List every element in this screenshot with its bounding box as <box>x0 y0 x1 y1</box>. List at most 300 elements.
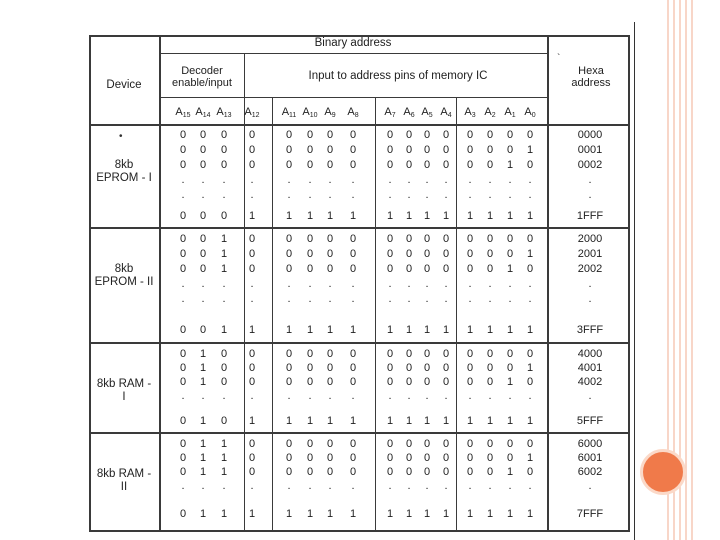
bit-cell: 0 <box>179 376 187 388</box>
bit-cell: 1 <box>506 508 514 520</box>
bit-cell: 0 <box>423 233 431 245</box>
bit-cell: . <box>351 480 355 492</box>
bit-cell: . <box>388 480 392 492</box>
bit-cell: 0 <box>349 452 357 464</box>
bit-cell: 1 <box>506 466 514 478</box>
bit-cell: 0 <box>486 159 494 171</box>
bit-cell: 0 <box>199 233 207 245</box>
bit-cell: 0 <box>526 348 534 360</box>
bit-cell: . <box>201 278 205 290</box>
bit-cell: 0 <box>285 248 293 260</box>
bit-cell: . <box>488 174 492 186</box>
bit-cell: . <box>388 390 392 402</box>
bit-cell: 0 <box>466 466 474 478</box>
bit-cell: . <box>508 278 512 290</box>
bit-label-subscript: 12 <box>251 112 260 119</box>
bit-cell: 0 <box>326 159 334 171</box>
bit-cell: 0 <box>285 233 293 245</box>
bit-cell: 0 <box>386 452 394 464</box>
bit-label-letter: A <box>175 106 183 118</box>
bit-cell: 1 <box>442 210 450 222</box>
bit-cell: 0 <box>248 263 256 275</box>
bit-cell: . <box>444 174 448 186</box>
bit-cell: 1 <box>326 415 334 427</box>
bit-cell: 0 <box>306 144 314 156</box>
bit-cell: 0 <box>486 362 494 374</box>
bit-cell: 0 <box>248 129 256 141</box>
bit-cell: 1 <box>248 210 256 222</box>
bit-cell: 0 <box>220 376 228 388</box>
bit-cell: 0 <box>405 159 413 171</box>
hex-address-cell: 4002 <box>577 376 603 388</box>
binary-address-header: Binary address <box>314 37 392 49</box>
bit-cell: 0 <box>386 438 394 450</box>
bit-label-letter: A <box>524 106 532 118</box>
bit-cell: . <box>181 293 185 305</box>
bit-cell: 0 <box>506 348 514 360</box>
bit-cell: 0 <box>423 248 431 260</box>
hex-address-cell: 3FFF <box>576 324 604 336</box>
bit-cell: 0 <box>199 324 207 336</box>
bit-cell: . <box>250 480 254 492</box>
bit-cell: 0 <box>386 376 394 388</box>
bit-cell: . <box>488 278 492 290</box>
bit-cell: . <box>444 293 448 305</box>
bit-cell: . <box>201 390 205 402</box>
bit-cell: . <box>528 390 532 402</box>
hex-address-cell: 2001 <box>577 248 603 260</box>
bit-cell: 0 <box>466 348 474 360</box>
bit-cell: 0 <box>285 452 293 464</box>
device-label: 8kb EPROM - II <box>94 263 154 288</box>
bit-cell: 1 <box>326 508 334 520</box>
bit-cell: 0 <box>248 233 256 245</box>
bit-cell: 0 <box>199 263 207 275</box>
bit-cell: . <box>250 390 254 402</box>
bit-cell: 0 <box>306 466 314 478</box>
col-divider-a4 <box>456 97 457 532</box>
bit-cell: 1 <box>349 508 357 520</box>
bit-cell: 0 <box>248 144 256 156</box>
bit-cell: 0 <box>405 233 413 245</box>
bit-cell: . <box>201 480 205 492</box>
device-label: 8kb EPROM - I <box>96 159 152 184</box>
bit-cell: 0 <box>386 159 394 171</box>
bit-cell: 1 <box>506 324 514 336</box>
bit-cell: 0 <box>326 233 334 245</box>
bit-cell: 1 <box>386 508 394 520</box>
bit-cell: . <box>287 390 291 402</box>
bit-cell: . <box>407 174 411 186</box>
bit-cell: 0 <box>526 129 534 141</box>
section-divider-2 <box>89 342 630 344</box>
bit-cell: 1 <box>405 508 413 520</box>
bit-cell: . <box>250 189 254 201</box>
hex-address-cell: 6001 <box>577 452 603 464</box>
bit-cell: 0 <box>306 348 314 360</box>
bit-cell: 1 <box>199 415 207 427</box>
col-divider-hex <box>547 35 549 532</box>
bit-cell: 1 <box>506 415 514 427</box>
bit-label-a0 <box>517 106 543 119</box>
bit-cell: 0 <box>326 348 334 360</box>
bit-label-a13 <box>211 106 237 119</box>
bit-cell: . <box>351 390 355 402</box>
bit-cell: 0 <box>466 129 474 141</box>
bit-cell: . <box>308 390 312 402</box>
bit-cell: . <box>528 278 532 290</box>
col-divider-a8 <box>375 97 376 532</box>
bit-cell: . <box>250 278 254 290</box>
bit-cell: 1 <box>506 159 514 171</box>
bit-cell: 1 <box>248 324 256 336</box>
bit-cell: 0 <box>486 144 494 156</box>
bit-cell: . <box>508 390 512 402</box>
bit-cell: 0 <box>423 129 431 141</box>
bit-cell: 0 <box>179 324 187 336</box>
bit-cell: 0 <box>349 159 357 171</box>
bit-cell: 0 <box>285 263 293 275</box>
bit-cell: 0 <box>405 452 413 464</box>
bit-cell: . <box>425 480 429 492</box>
bit-cell: 0 <box>442 438 450 450</box>
bit-cell: . <box>508 174 512 186</box>
bit-label-letter: A <box>244 106 252 118</box>
bit-cell: . <box>351 174 355 186</box>
bit-cell: . <box>528 174 532 186</box>
bit-cell: 1 <box>199 362 207 374</box>
bit-cell: 0 <box>526 233 534 245</box>
bit-cell: 0 <box>506 144 514 156</box>
bit-cell: 0 <box>526 159 534 171</box>
bit-label-subscript: 4 <box>447 112 452 119</box>
bit-cell: 0 <box>486 248 494 260</box>
bit-cell: 1 <box>526 415 534 427</box>
bit-cell: 0 <box>326 362 334 374</box>
bit-cell: 0 <box>179 348 187 360</box>
bit-cell: . <box>425 293 429 305</box>
bit-cell: 1 <box>349 415 357 427</box>
col-divider-a12 <box>272 97 273 532</box>
bit-label-letter: A <box>484 106 492 118</box>
bit-cell: . <box>425 390 429 402</box>
bit-cell: 1 <box>506 376 514 388</box>
hex-address-cell: . <box>588 390 592 402</box>
device-label: 8kb RAM - I <box>96 378 152 403</box>
bit-cell: 0 <box>386 233 394 245</box>
bit-cell: 1 <box>220 248 228 260</box>
bit-cell: . <box>468 278 472 290</box>
hex-address-cell: 7FFF <box>576 508 604 520</box>
bit-cell: . <box>308 278 312 290</box>
scan-speck: • <box>119 131 123 142</box>
bit-cell: . <box>308 174 312 186</box>
bit-cell: 1 <box>349 210 357 222</box>
bit-cell: 0 <box>486 452 494 464</box>
bit-cell: 0 <box>285 129 293 141</box>
bit-cell: . <box>388 189 392 201</box>
bit-cell: 0 <box>199 144 207 156</box>
bit-cell: 0 <box>306 248 314 260</box>
bit-cell: 0 <box>285 438 293 450</box>
bit-cell: 1 <box>526 452 534 464</box>
bit-cell: 0 <box>220 144 228 156</box>
bit-cell: . <box>468 390 472 402</box>
bit-cell: 1 <box>386 210 394 222</box>
bit-cell: 0 <box>179 263 187 275</box>
bit-cell: . <box>222 293 226 305</box>
bit-cell: 0 <box>220 415 228 427</box>
bit-cell: 0 <box>179 129 187 141</box>
bit-cell: . <box>488 189 492 201</box>
bit-cell: 0 <box>486 129 494 141</box>
bit-cell: . <box>222 390 226 402</box>
bit-cell: 0 <box>506 438 514 450</box>
bit-cell: . <box>425 278 429 290</box>
bit-cell: 1 <box>199 438 207 450</box>
bit-cell: 1 <box>466 324 474 336</box>
hex-address-cell: 0002 <box>577 159 603 171</box>
bit-cell: 0 <box>326 466 334 478</box>
bit-cell: . <box>287 480 291 492</box>
bit-cell: 0 <box>423 159 431 171</box>
bit-cell: 1 <box>248 415 256 427</box>
bit-cell: . <box>287 189 291 201</box>
bit-cell: 1 <box>306 210 314 222</box>
slide-accent-dot <box>640 449 686 495</box>
bit-cell: 0 <box>486 466 494 478</box>
col-divider-device <box>159 35 161 532</box>
bit-cell: 0 <box>486 233 494 245</box>
bit-cell: 0 <box>179 415 187 427</box>
bit-cell: 1 <box>526 508 534 520</box>
bit-cell: 0 <box>349 144 357 156</box>
hex-address-cell: 6000 <box>577 438 603 450</box>
bit-cell: 0 <box>248 376 256 388</box>
bit-cell: 0 <box>349 376 357 388</box>
bit-cell: 0 <box>199 210 207 222</box>
bit-cell: 1 <box>526 248 534 260</box>
hex-address-cell: 2002 <box>577 263 603 275</box>
hex-address-cell: 0001 <box>577 144 603 156</box>
bit-cell: 0 <box>349 348 357 360</box>
bit-cell: . <box>351 189 355 201</box>
bit-cell: 1 <box>486 508 494 520</box>
bit-cell: . <box>407 293 411 305</box>
device-label: 8kb RAM - II <box>96 468 152 493</box>
bit-cell: . <box>351 278 355 290</box>
bit-cell: 0 <box>306 376 314 388</box>
section-divider-3 <box>89 432 630 434</box>
bit-cell: 0 <box>248 248 256 260</box>
bit-cell: 0 <box>423 362 431 374</box>
bit-cell: 0 <box>442 452 450 464</box>
bit-cell: . <box>468 174 472 186</box>
bit-cell: . <box>444 390 448 402</box>
bit-cell: . <box>201 293 205 305</box>
bit-cell: 0 <box>386 248 394 260</box>
bit-cell: . <box>181 390 185 402</box>
bit-label-letter: A <box>216 106 224 118</box>
bit-cell: 0 <box>349 362 357 374</box>
hex-address-cell: 1FFF <box>576 210 604 222</box>
bit-label-letter: A <box>195 106 203 118</box>
bit-label-letter: A <box>324 106 332 118</box>
bit-cell: . <box>308 480 312 492</box>
bit-cell: 0 <box>326 248 334 260</box>
hex-address-header: Hexa address <box>571 65 611 89</box>
hex-address-cell: 6002 <box>577 466 603 478</box>
bit-cell: . <box>222 278 226 290</box>
bit-cell: 0 <box>306 159 314 171</box>
bit-cell: 0 <box>285 144 293 156</box>
bit-cell: 0 <box>405 348 413 360</box>
bit-cell: 1 <box>442 324 450 336</box>
bit-cell: . <box>407 189 411 201</box>
hex-address-cell: . <box>588 278 592 290</box>
bit-cell: 1 <box>526 144 534 156</box>
bit-label-subscript: 6 <box>410 112 415 119</box>
bit-cell: 0 <box>179 452 187 464</box>
bit-cell: 0 <box>285 348 293 360</box>
bit-cell: . <box>468 480 472 492</box>
bit-cell: . <box>328 390 332 402</box>
bit-cell: 1 <box>220 508 228 520</box>
bit-cell: 0 <box>442 263 450 275</box>
bit-cell: 0 <box>349 263 357 275</box>
bit-cell: 0 <box>506 248 514 260</box>
bit-cell: 1 <box>306 415 314 427</box>
hex-address-cell: . <box>588 189 592 201</box>
bit-cell: 0 <box>442 348 450 360</box>
bit-cell: . <box>407 390 411 402</box>
hex-address-cell: . <box>588 480 592 492</box>
bit-cell: 0 <box>405 438 413 450</box>
bit-cell: 0 <box>179 438 187 450</box>
bit-cell: . <box>328 189 332 201</box>
bit-cell: 0 <box>386 144 394 156</box>
bit-cell: . <box>407 278 411 290</box>
bit-cell: 0 <box>285 159 293 171</box>
bit-cell: 1 <box>466 210 474 222</box>
bit-cell: 0 <box>423 452 431 464</box>
bit-cell: 0 <box>179 210 187 222</box>
bit-cell: . <box>328 174 332 186</box>
bit-cell: . <box>528 189 532 201</box>
header-divider-3 <box>89 124 630 126</box>
bit-cell: 1 <box>423 210 431 222</box>
bit-cell: 0 <box>285 376 293 388</box>
bit-cell: . <box>351 293 355 305</box>
bit-cell: 1 <box>386 415 394 427</box>
bit-cell: 0 <box>405 362 413 374</box>
bit-cell: 0 <box>179 248 187 260</box>
bit-cell: 0 <box>486 438 494 450</box>
bit-label-subscript: 13 <box>223 112 232 119</box>
bit-cell: . <box>181 189 185 201</box>
bit-cell: 0 <box>466 233 474 245</box>
bit-cell: . <box>222 174 226 186</box>
bit-cell: 1 <box>285 415 293 427</box>
bit-cell: . <box>201 174 205 186</box>
bit-cell: 1 <box>220 452 228 464</box>
bit-cell: 0 <box>506 233 514 245</box>
bit-cell: . <box>328 293 332 305</box>
bit-cell: 0 <box>386 263 394 275</box>
bit-label-subscript: 7 <box>391 112 396 119</box>
table-border-bottom <box>89 530 630 532</box>
bit-cell: 0 <box>349 248 357 260</box>
bit-label-letter: A <box>440 106 448 118</box>
hex-address-cell: . <box>588 293 592 305</box>
device-header: Device <box>106 79 142 91</box>
bit-cell: 0 <box>306 233 314 245</box>
bit-cell: 0 <box>326 129 334 141</box>
bit-cell: . <box>468 293 472 305</box>
bit-label-letter: A <box>421 106 429 118</box>
bit-cell: 1 <box>405 324 413 336</box>
bit-cell: 0 <box>466 159 474 171</box>
bit-cell: 0 <box>526 263 534 275</box>
bit-cell: 1 <box>466 508 474 520</box>
bit-cell: 1 <box>220 466 228 478</box>
input-pins-header: Input to address pins of memory IC <box>308 70 488 82</box>
bit-cell: 1 <box>220 324 228 336</box>
bit-cell: 1 <box>220 438 228 450</box>
bit-cell: 0 <box>386 348 394 360</box>
bit-cell: 1 <box>506 263 514 275</box>
bit-label-subscript: 9 <box>331 112 336 119</box>
bit-cell: 1 <box>486 210 494 222</box>
bit-label-subscript: 5 <box>428 112 433 119</box>
bit-cell: 1 <box>349 324 357 336</box>
bit-cell: 0 <box>526 438 534 450</box>
bit-cell: 0 <box>179 508 187 520</box>
bit-cell: . <box>308 189 312 201</box>
bit-cell: . <box>201 189 205 201</box>
bit-cell: 0 <box>405 144 413 156</box>
bit-cell: 1 <box>526 362 534 374</box>
bit-cell: 1 <box>486 415 494 427</box>
bit-cell: 1 <box>423 324 431 336</box>
bit-cell: 1 <box>405 210 413 222</box>
bit-cell: . <box>250 293 254 305</box>
bit-cell: 0 <box>423 348 431 360</box>
hex-address-cell: 4000 <box>577 348 603 360</box>
bit-cell: 0 <box>442 248 450 260</box>
bit-cell: . <box>222 480 226 492</box>
bit-cell: 0 <box>199 159 207 171</box>
bit-label-subscript: 14 <box>202 112 211 119</box>
bit-cell: . <box>444 189 448 201</box>
bit-cell: 1 <box>199 452 207 464</box>
bit-label-letter: A <box>302 106 310 118</box>
header-divider-1 <box>159 53 547 54</box>
bit-cell: 0 <box>405 466 413 478</box>
hex-address-cell: 2000 <box>577 233 603 245</box>
bit-cell: 0 <box>423 144 431 156</box>
bit-label-subscript: 0 <box>531 112 536 119</box>
bit-cell: . <box>181 480 185 492</box>
bit-label-a12 <box>239 106 265 119</box>
bit-cell: . <box>287 293 291 305</box>
bit-cell: 0 <box>486 263 494 275</box>
bit-cell: . <box>388 293 392 305</box>
bit-cell: 1 <box>199 376 207 388</box>
bit-cell: 0 <box>248 362 256 374</box>
bit-cell: 0 <box>423 438 431 450</box>
hex-address-cell: 0000 <box>577 129 603 141</box>
